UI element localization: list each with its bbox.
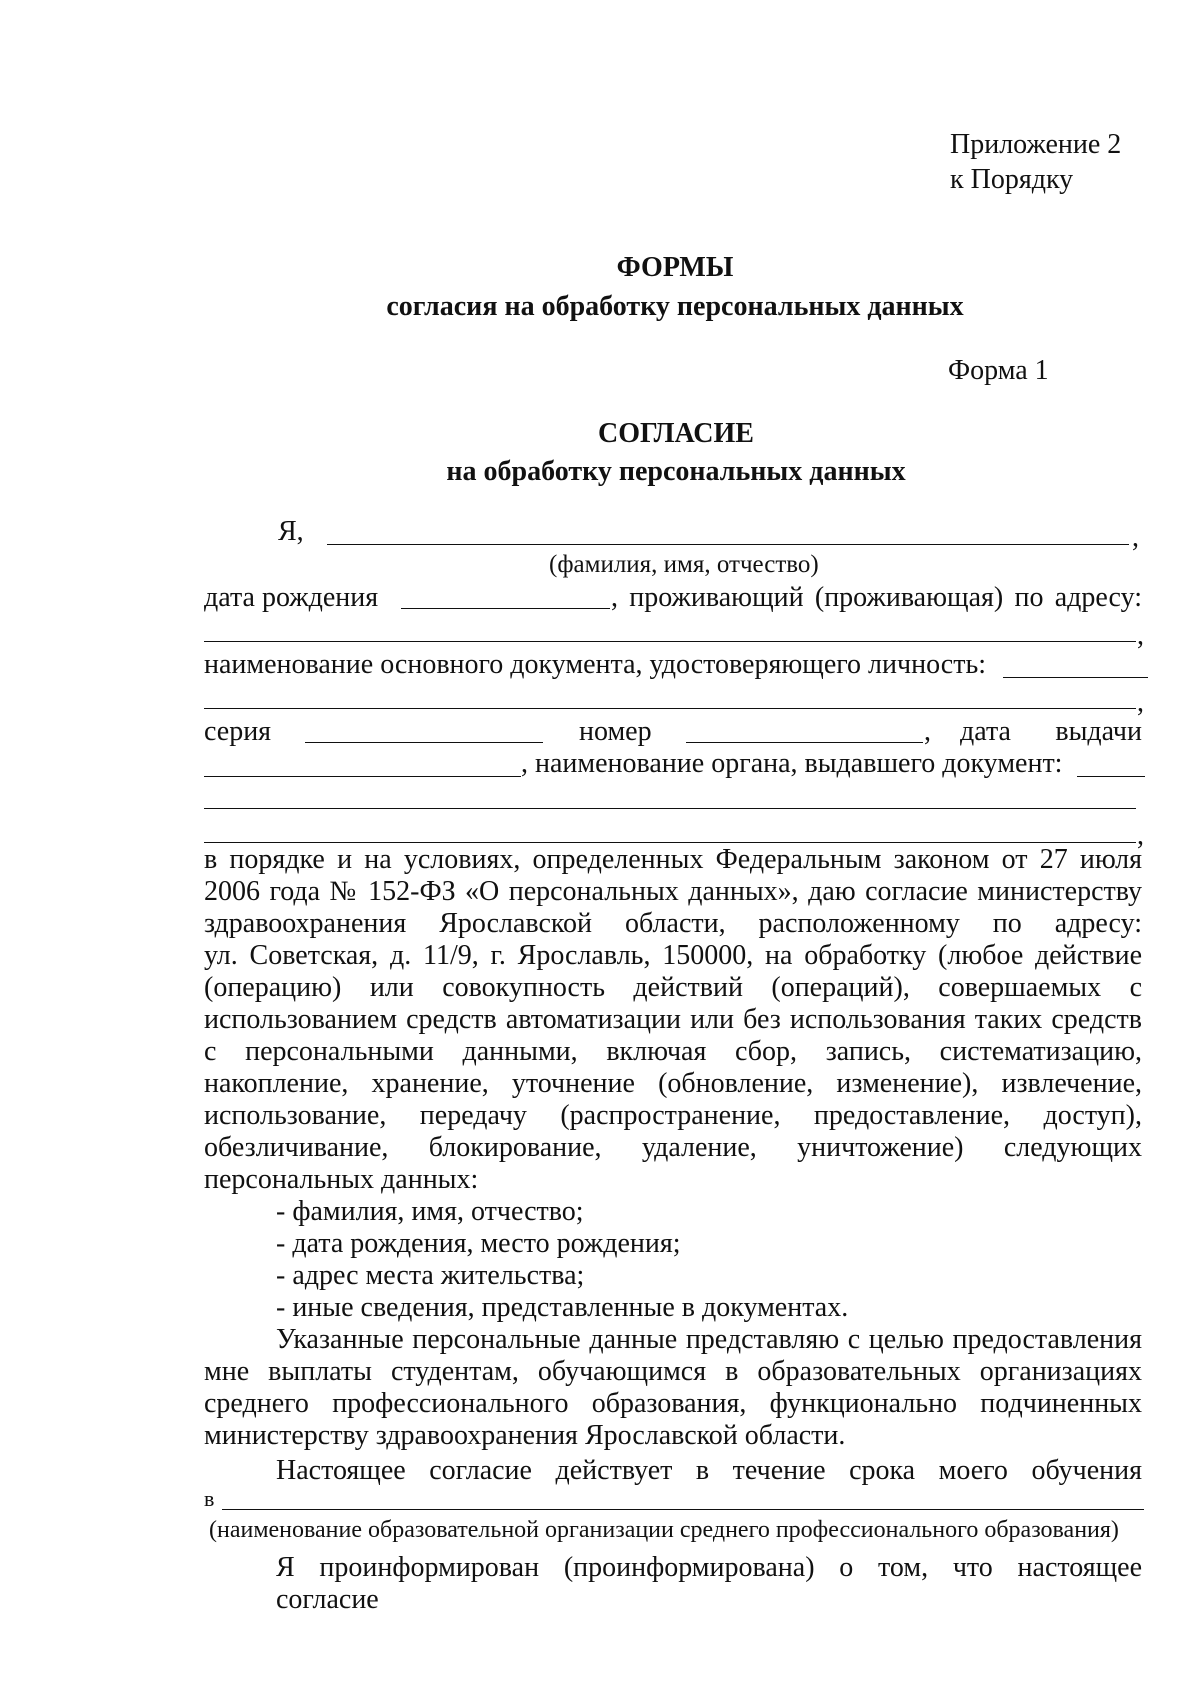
paragraph-line: в порядке и на условиях, определенных Федеральным законом от 27 июля	[204, 844, 1142, 875]
paragraph-line: с персональными данными, включая сбор, запись, систематизацию,	[204, 1036, 1142, 1067]
validity-paragraph	[204, 1455, 1142, 1487]
series-label: серия	[204, 716, 272, 747]
document-field-line-2[interactable]	[204, 708, 1136, 709]
validity-in: в	[204, 1486, 215, 1511]
purpose-paragraph	[204, 1324, 1142, 1452]
list-item: - фамилия, имя, отчество;	[276, 1196, 584, 1227]
authority-comma: ,	[1137, 820, 1144, 851]
number-comma: ,	[924, 716, 931, 747]
paragraph-line: накопление, хранение, уточнение (обновление, изменение), извлечение,	[204, 1068, 1142, 1099]
organization-field-line[interactable]	[222, 1509, 1144, 1510]
authority-label: , наименование органа, выдавшего документ:	[521, 748, 1063, 779]
number-field-line[interactable]	[686, 742, 923, 743]
birth-date-field-line[interactable]	[401, 608, 610, 609]
forms-title: ФОРМЫ	[616, 252, 734, 283]
paragraph-line: (операцию) или совокупность действий (операций), совершаемых с	[204, 972, 1142, 1003]
list-item: - иные сведения, представленные в документах.	[276, 1292, 849, 1323]
consent-subtitle: на обработку персональных данных	[446, 456, 906, 487]
validity-line: Настоящее согласие действует в течение срока моего обучения	[276, 1455, 1142, 1486]
fio-comma: ,	[1132, 522, 1139, 553]
paragraph-line: использованием средств автоматизации или без использования таких средств	[204, 1004, 1142, 1035]
list-item: - дата рождения, место рождения;	[276, 1228, 681, 1259]
fio-hint: (фамилия, имя, отчество)	[549, 551, 819, 578]
address-field-line[interactable]	[204, 641, 1136, 642]
appendix-line-2: к Порядку	[950, 164, 1074, 195]
document-field-line-1[interactable]	[1003, 677, 1148, 678]
number-label: номер	[579, 716, 652, 747]
forms-subtitle: согласия на обработку персональных данных	[386, 291, 964, 322]
paragraph-line: мне выплаты студентам, обучающимся в образовательных организациях	[204, 1356, 1142, 1387]
form-number-label: Форма 1	[948, 355, 1049, 386]
address-comma: ,	[1137, 620, 1144, 651]
authority-field-line-3[interactable]	[204, 842, 1136, 843]
authority-field-line-1[interactable]	[1077, 776, 1145, 777]
paragraph-line: Указанные персональные данные представляю с целью предоставления	[276, 1324, 1142, 1355]
appendix-block	[950, 127, 1121, 197]
fio-field-line[interactable]	[327, 544, 1129, 545]
list-item: - адрес места жительства;	[276, 1260, 585, 1291]
document-comma: ,	[1137, 687, 1144, 718]
data-list	[276, 1196, 848, 1324]
paragraph-line: персональных данных:	[204, 1164, 479, 1195]
appendix-line-1: Приложение 2	[950, 129, 1122, 160]
paragraph-line: министерству здравоохранения Ярославской области.	[204, 1420, 846, 1451]
residing-label: , проживающий (проживающая) по адресу:	[611, 582, 1142, 613]
paragraph-line: среднего профессионального образования, функционально подчиненных	[204, 1388, 1142, 1419]
series-field-line[interactable]	[305, 742, 543, 743]
paragraph-line: обезличивание, блокирование, удаление, уничтожение) следующих	[204, 1132, 1142, 1163]
document-label: наименование основного документа, удостоверяющего личность:	[204, 649, 986, 680]
informed-paragraph	[204, 1552, 1142, 1616]
i-prefix: Я,	[278, 516, 304, 547]
authority-field-line-2[interactable]	[204, 808, 1136, 809]
issue-date-field-line[interactable]	[204, 776, 521, 777]
consent-title: СОГЛАСИЕ	[598, 418, 754, 449]
paragraph-line: 2006 года № 152-ФЗ «О персональных данных», даю согласие министерству	[204, 876, 1142, 907]
issue-date-label: дата выдачи	[960, 716, 1142, 747]
paragraph-line: использование, передачу (распространение, предоставление, доступ),	[204, 1100, 1142, 1131]
consent-paragraph	[204, 844, 1142, 1196]
paragraph-line: ул. Советская, д. 11/9, г. Ярославль, 150000, на обработку (любое действие	[204, 940, 1142, 971]
paragraph-line: здравоохранения Ярославской области, расположенному по адресу:	[204, 908, 1142, 939]
organization-hint: (наименование образовательной организации среднего профессионального образования)	[209, 1517, 1119, 1543]
birth-date-label: дата рождения	[204, 582, 379, 613]
informed-line: Я проинформирован (проинформирована) о том, что настоящее согласие	[276, 1552, 1142, 1615]
